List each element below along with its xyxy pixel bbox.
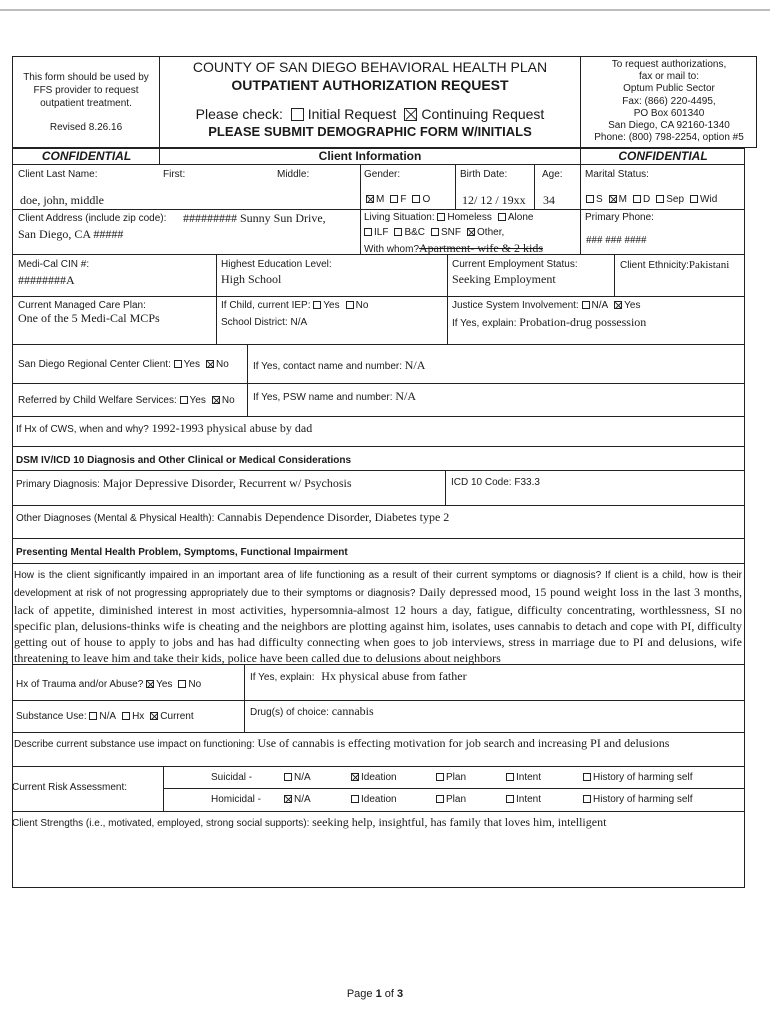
- history-of-harming-self-checkbox[interactable]: [583, 773, 591, 781]
- plan-checkbox[interactable]: [436, 773, 444, 781]
- justice-options: [582, 300, 647, 311]
- b-c-option-label: B&C: [404, 227, 426, 238]
- school-district-label: School District:: [221, 317, 288, 328]
- history-of-harming-self-option-label: History of harming self: [593, 772, 693, 783]
- option-no: [346, 300, 369, 311]
- m-option-label: M: [618, 194, 628, 205]
- regional-center-label: San Diego Regional Center Client:: [18, 359, 171, 370]
- primary-diagnosis-value[interactable]: Major Depressive Disorder, Recurrent w/ Psychosis: [102, 476, 352, 490]
- iep-label: If Child, current IEP:: [221, 300, 311, 311]
- contact-line: Optum Public Sector: [623, 83, 715, 95]
- n-a-checkbox[interactable]: [582, 301, 590, 309]
- option-f: [390, 194, 406, 205]
- snf-option-label: SNF: [441, 227, 462, 238]
- submit-note: PLEASE SUBMIT DEMOGRAPHIC FORM W/INITIALS: [208, 124, 532, 139]
- option-m: [366, 194, 384, 205]
- medi-cal-value[interactable]: ########A: [18, 273, 75, 287]
- no-checkbox[interactable]: [178, 680, 186, 688]
- homicidal-label: Homicidal -: [211, 794, 262, 805]
- ilf-option-label: ILF: [374, 227, 389, 238]
- ideation-option-label: Ideation: [361, 794, 397, 805]
- n-a-option-label: N/A: [99, 711, 117, 722]
- yes-checkbox[interactable]: [614, 301, 622, 309]
- other-diagnoses-value[interactable]: Cannabis Dependence Disorder, Diabetes type 2: [217, 510, 450, 524]
- intent-option-label: Intent: [516, 794, 542, 805]
- marital-status-options: [586, 194, 723, 205]
- living-situation-label: Living Situation:: [364, 212, 435, 223]
- living-options: [437, 212, 539, 223]
- option-yes: [614, 300, 640, 311]
- primary-diagnosis: [16, 476, 352, 491]
- intent-checkbox[interactable]: [506, 795, 514, 803]
- sep-option-label: Sep: [666, 194, 685, 205]
- gender-label: Gender:: [364, 169, 401, 180]
- initial-request-label: Initial Request: [307, 106, 397, 122]
- client-information-title: Client Information: [318, 149, 422, 163]
- option-n-a: [582, 300, 609, 311]
- no-checkbox[interactable]: [346, 301, 354, 309]
- regional-contact-value[interactable]: N/A: [404, 358, 426, 372]
- m-checkbox[interactable]: [609, 195, 617, 203]
- substance-use: [16, 711, 200, 722]
- option-b-c: [394, 227, 425, 238]
- suicidal-label: Suicidal -: [211, 772, 253, 783]
- f-option-label: F: [400, 194, 407, 205]
- page-prefix: Page: [346, 988, 373, 1000]
- school-district: [221, 317, 307, 328]
- with-whom-value[interactable]: Apartment- wife & 2 kids: [419, 241, 543, 255]
- hx-checkbox[interactable]: [122, 712, 130, 720]
- ideation-checkbox[interactable]: [351, 795, 359, 803]
- trauma-explain-label: If Yes, explain:: [250, 672, 315, 683]
- option-sep: [656, 194, 684, 205]
- n-a-option-label: N/A: [294, 772, 311, 783]
- option-n-a: [284, 794, 351, 805]
- primary-diagnosis-label: Primary Diagnosis:: [16, 479, 100, 490]
- client-strengths: [12, 815, 606, 830]
- substance-use-label: Substance Use:: [16, 711, 87, 722]
- contact-line: To request authorizations,: [611, 59, 727, 70]
- scan-edge: [0, 9, 770, 11]
- ffs-note: This form should be used by FFS provider to request outpatient treatment.: [23, 72, 149, 109]
- diagnosis-heading: DSM IV/ICD 10 Diagnosis and Other Clinical or Medical Considerations: [16, 455, 352, 466]
- justice-explain: [452, 315, 646, 330]
- option-m: [609, 194, 627, 205]
- yes-option-label: Yes: [183, 359, 200, 370]
- regional-contact: [253, 358, 425, 373]
- option-other: [467, 227, 504, 238]
- education-label: Highest Education Level:: [221, 259, 332, 270]
- please-check-label: Please check:: [195, 106, 283, 122]
- ethnicity: [620, 259, 729, 271]
- birth-date-label: Birth Date:: [460, 169, 508, 180]
- risk-assessment-label: Current Risk Assessment:: [12, 782, 128, 793]
- age-value[interactable]: 34: [543, 193, 555, 207]
- icd-code-value[interactable]: F33.3: [514, 477, 540, 488]
- n-a-option-label: N/A: [294, 794, 311, 805]
- page-number: 1: [375, 988, 382, 1000]
- justice-label: Justice System Involvement:: [452, 300, 579, 311]
- yes-checkbox[interactable]: [174, 360, 182, 368]
- justice: [452, 300, 647, 311]
- n-a-checkbox[interactable]: [284, 773, 292, 781]
- icd-code-label: ICD 10 Code:: [451, 477, 512, 488]
- yes-checkbox[interactable]: [180, 396, 188, 404]
- alone-option-label: Alone: [507, 212, 534, 223]
- regional-center: [18, 359, 235, 370]
- option-s: [586, 194, 603, 205]
- snf-checkbox[interactable]: [431, 228, 439, 236]
- drug-of-choice: [250, 704, 374, 719]
- revised-date: Revised 8.26.16: [49, 122, 123, 133]
- iep: [221, 300, 374, 311]
- page-of: of: [384, 988, 394, 1000]
- option-no: [178, 679, 201, 690]
- managed-care-label: Current Managed Care Plan:: [18, 300, 146, 311]
- hx-cws: [16, 421, 312, 436]
- trauma-options: [146, 679, 207, 690]
- living-options-2: [364, 227, 510, 238]
- d-checkbox[interactable]: [633, 195, 641, 203]
- middle-name-label: Middle:: [277, 169, 310, 180]
- substance-impact-value[interactable]: Use of cannabis is effecting motivation for job search and increasing PI and delusions: [257, 736, 670, 750]
- drug-of-choice-value[interactable]: cannabis: [331, 704, 374, 718]
- current-checkbox[interactable]: [150, 712, 158, 720]
- b-c-checkbox[interactable]: [394, 228, 402, 236]
- s-option-label: S: [596, 194, 603, 205]
- hx-cws-label: If Hx of CWS, when and why?: [16, 424, 149, 435]
- option-ideation: [351, 772, 436, 783]
- option-plan: [436, 772, 506, 783]
- school-district-value[interactable]: N/A: [290, 317, 308, 328]
- marital-status-label: Marital Status:: [585, 169, 649, 180]
- yes-option-label: Yes: [156, 679, 173, 690]
- option-history-of-harming-self: [583, 794, 723, 805]
- employment-value[interactable]: Seeking Employment: [452, 272, 556, 286]
- d-option-label: D: [643, 194, 651, 205]
- age-label: Age:: [542, 169, 563, 180]
- history-of-harming-self-checkbox[interactable]: [583, 795, 591, 803]
- option-intent: [506, 772, 583, 783]
- plan-option-label: Plan: [446, 794, 467, 805]
- continuing-request-checkbox[interactable]: [404, 108, 417, 121]
- o-option-label: O: [422, 194, 431, 205]
- with-whom: [364, 241, 543, 256]
- ethnicity-value[interactable]: Pakistani: [688, 259, 730, 271]
- regional-center-options: [174, 359, 235, 370]
- f-checkbox[interactable]: [390, 195, 398, 203]
- form-title: COUNTY OF SAN DIEGO BEHAVIORAL HEALTH PLAN: [192, 59, 548, 75]
- trauma-explain: [250, 669, 467, 684]
- managed-care-value[interactable]: One of the 5 Medi-Cal MCPs: [18, 311, 160, 325]
- request-type: [160, 106, 580, 122]
- drug-of-choice-label: Drug(s) of choice:: [250, 707, 329, 718]
- living-situation: [364, 212, 539, 223]
- contact-line: fax or mail to:: [638, 71, 700, 83]
- option-no: [206, 359, 229, 370]
- intent-option-label: Intent: [516, 772, 542, 783]
- contact-line: Fax: (866) 220-4495,: [622, 95, 716, 107]
- impairment-narrative: [14, 566, 742, 666]
- option-no: [212, 395, 235, 406]
- m-option-label: M: [376, 194, 385, 205]
- option-yes: [313, 300, 339, 311]
- ideation-option-label: Ideation: [361, 772, 397, 783]
- presenting-heading: Presenting Mental Health Problem, Symptoms, Functional Impairment: [16, 547, 348, 558]
- child-welfare-options: [180, 395, 241, 406]
- trauma-label: Hx of Trauma and/or Abuse?: [16, 679, 144, 690]
- page-total: 3: [397, 988, 404, 1000]
- option-homeless: [437, 212, 491, 223]
- option-o: [412, 194, 430, 205]
- gender-options: [366, 194, 436, 205]
- suicidal-options: [284, 772, 723, 783]
- child-welfare: [18, 395, 241, 406]
- option-plan: [436, 794, 506, 805]
- with-whom-label: With whom?: [364, 244, 420, 255]
- ilf-checkbox[interactable]: [364, 228, 372, 236]
- option-yes: [174, 359, 200, 370]
- option-ilf: [364, 227, 388, 238]
- option-snf: [431, 227, 461, 238]
- justice-explain-label: If Yes, explain:: [452, 318, 517, 329]
- address-line-1[interactable]: ######### Sunny Sun Drive,: [183, 211, 326, 225]
- homeless-checkbox[interactable]: [437, 213, 445, 221]
- option-current: [150, 711, 193, 722]
- contact-line: Phone: (800) 798-2254, option #5: [594, 132, 744, 144]
- option-n-a: [284, 772, 351, 783]
- option-wid: [690, 194, 717, 205]
- history-of-harming-self-option-label: History of harming self: [593, 794, 693, 805]
- option-n-a: [89, 711, 116, 722]
- no-checkbox[interactable]: [206, 360, 214, 368]
- medi-cal-label: Medi-Cal CIN #:: [18, 259, 90, 270]
- no-option-label: No: [221, 395, 235, 406]
- continuing-request-label: Continuing Request: [421, 106, 545, 122]
- primary-phone-label: Primary Phone:: [585, 212, 654, 223]
- option-yes: [180, 395, 206, 406]
- hx-cws-value[interactable]: 1992-1993 physical abuse by dad: [151, 421, 313, 435]
- alone-checkbox[interactable]: [498, 213, 506, 221]
- option-history-of-harming-self: [583, 772, 723, 783]
- yes-option-label: Yes: [624, 300, 641, 311]
- n-a-checkbox[interactable]: [89, 712, 97, 720]
- last-name-label: Client Last Name:: [18, 169, 98, 180]
- contact-line: PO Box 601340: [633, 107, 705, 119]
- substance-impact-label: Describe current substance use impact on functioning:: [14, 739, 255, 750]
- impairment-answer[interactable]: Daily depressed mood, 15 pound weight loss in the last 3 months, lack of appetite, diminished interest in most activities, hypersomnia-almost 12 hours a day, fatigue, difficulty concentrating, worthlessness, SI no specific plan, delusions-thinks wife is cheating and the neighbors are plotting against him, isolates, uses cannabis to detach and cope with PI, difficulty getting out of house to apply to jobs and has had difficulty connecting when goes to job interviews, stress in marriage due to PI and delusions, wife threatening to leave him and take their kids, police have been called due to delusions about neighbors: [14, 585, 743, 665]
- no-option-label: No: [188, 679, 202, 690]
- intent-checkbox[interactable]: [506, 773, 514, 781]
- yes-checkbox[interactable]: [313, 301, 321, 309]
- option-yes: [146, 679, 172, 690]
- client-name-value[interactable]: doe, john, middle: [20, 193, 104, 207]
- trauma-explain-value[interactable]: Hx physical abuse from father: [321, 669, 467, 683]
- birth-date-value[interactable]: 12/ 12 / 19xx: [462, 193, 526, 207]
- address-line-2[interactable]: San Diego, CA #####: [18, 227, 124, 241]
- option-hx: [122, 711, 144, 722]
- trauma-history: [16, 679, 207, 690]
- psw-value[interactable]: N/A: [395, 389, 416, 403]
- other-diagnoses-label: Other Diagnoses (Mental & Physical Health):: [16, 513, 215, 524]
- ideation-checkbox[interactable]: [351, 773, 359, 781]
- hx-option-label: Hx: [132, 711, 145, 722]
- justice-explain-value[interactable]: Probation-drug possession: [519, 315, 647, 329]
- o-checkbox[interactable]: [412, 195, 420, 203]
- regional-contact-label: If Yes, contact name and number:: [253, 361, 402, 372]
- yes-option-label: Yes: [189, 395, 206, 406]
- current-option-label: Current: [160, 711, 194, 722]
- child-welfare-label: Referred by Child Welfare Services:: [18, 395, 177, 406]
- homeless-option-label: Homeless: [447, 212, 492, 223]
- contact-line: San Diego, CA 92160-1340: [608, 120, 730, 132]
- wid-checkbox[interactable]: [690, 195, 698, 203]
- psw-contact: [253, 389, 416, 404]
- n-a-option-label: N/A: [591, 300, 609, 311]
- other-checkbox[interactable]: [467, 228, 475, 236]
- confidential-right: CONFIDENTIAL: [618, 149, 708, 163]
- first-name-label: First:: [163, 169, 186, 180]
- plan-checkbox[interactable]: [436, 795, 444, 803]
- iep-options: [313, 300, 374, 311]
- psw-label: If Yes, PSW name and number:: [253, 392, 393, 403]
- substance-use-options: [89, 711, 199, 722]
- client-strengths-value[interactable]: seeking help, insightful, has family that loves him, intelligent: [312, 815, 607, 829]
- option-ideation: [351, 794, 436, 805]
- sep-checkbox[interactable]: [656, 195, 664, 203]
- yes-checkbox[interactable]: [146, 680, 154, 688]
- s-checkbox[interactable]: [586, 195, 594, 203]
- impairment-question: How is the client significantly impaired in an important area of life functioning as a result of their current symptoms or diagnosis? If client is a child, how is their development at risk of not progressing appropriately due to their symptoms or diagnosis?: [14, 570, 742, 599]
- substance-impact: [14, 736, 669, 751]
- icd-code: [451, 477, 540, 488]
- homicidal-options: [284, 794, 723, 805]
- primary-phone-value[interactable]: ### ### ####: [586, 234, 647, 246]
- yes-option-label: Yes: [323, 300, 340, 311]
- other-option-label: Other,: [477, 227, 505, 238]
- initial-request-checkbox[interactable]: [291, 108, 304, 121]
- no-option-label: No: [355, 300, 369, 311]
- option-alone: [498, 212, 534, 223]
- no-checkbox[interactable]: [212, 396, 220, 404]
- form-subtitle: OUTPATIENT AUTHORIZATION REQUEST: [231, 77, 509, 93]
- education-value[interactable]: High School: [221, 272, 282, 286]
- no-option-label: No: [215, 359, 229, 370]
- plan-option-label: Plan: [446, 772, 467, 783]
- ethnicity-label: Client Ethnicity:: [620, 260, 689, 271]
- contact-info: [582, 59, 756, 144]
- m-checkbox[interactable]: [366, 195, 374, 203]
- page-indicator: [300, 988, 450, 1000]
- confidential-left: CONFIDENTIAL: [41, 149, 132, 163]
- option-d: [633, 194, 650, 205]
- n-a-checkbox[interactable]: [284, 795, 292, 803]
- address-label: Client Address (include zip code):: [18, 213, 167, 224]
- client-strengths-label: Client Strengths (i.e., motivated, employed, strong social supports):: [12, 818, 310, 829]
- employment-label: Current Employment Status:: [452, 259, 578, 270]
- wid-option-label: Wid: [700, 194, 718, 205]
- other-diagnoses: [16, 510, 449, 525]
- option-intent: [506, 794, 583, 805]
